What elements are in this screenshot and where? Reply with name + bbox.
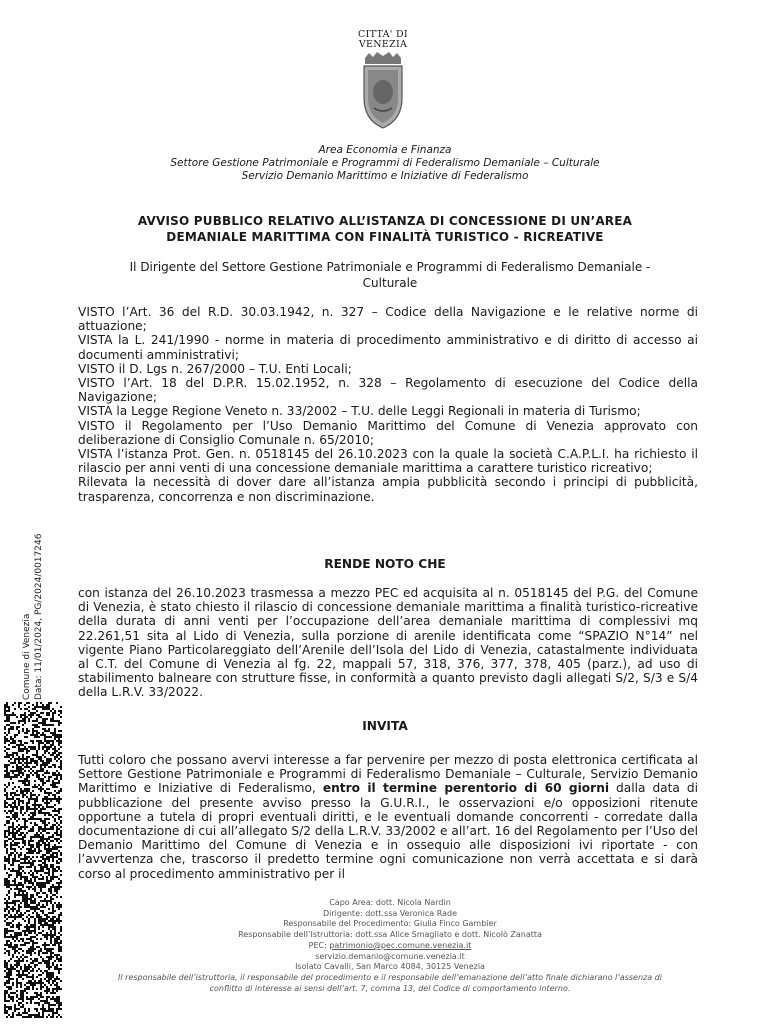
footer: [60, 898, 720, 994]
visto-item: VISTA l’istanza Prot. Gen. n. 0518145 del 26.10.2023 con la quale la società C.A.P.L.I. ha richiesto il rilascio per anni venti di una concessione demaniale marittima a carattere turistico ricreativo;: [78, 447, 698, 476]
title-line: AVVISO PUBBLICO RELATIVO ALL’ISTANZA DI CONCESSIONE DI UN’AREA: [137, 214, 633, 228]
document-subtitle: [100, 259, 680, 291]
visto-item: VISTO l’Art. 36 del R.D. 30.03.1942, n. 327 – Codice della Navigazione e le relative norme di attuazione;: [78, 305, 698, 334]
visti-section: [78, 305, 698, 504]
pec-email-link[interactable]: patrimonio@pec.comune.venezia.it: [329, 940, 472, 950]
protocol-stamp: [22, 533, 52, 700]
city-name-line2: VENEZIA: [358, 39, 408, 50]
visto-item: VISTA la L. 241/1990 - norme in materia di procedimento amministrativo e di diritto di accesso ai documenti amministrativi;: [78, 333, 698, 362]
footer-disclaimer: [60, 984, 720, 995]
invita-text: [78, 753, 698, 881]
datamatrix-barcode: [4, 702, 62, 1018]
visto-item: VISTA la Legge Regione Veneto n. 33/2002 – T.U. delle Leggi Regionali in materia di Turismo;: [78, 404, 641, 419]
invita-text-b: dalla data di pubblicazione del presente avviso presso la G.U.R.I., le osservazioni e/o opposizioni ritenute opportune a tutela di propri eventuali diritti, e le eventuali domande concorrenti - corredate dalla documentazione di cui all’allegato S/2 della L.R.V. 33/2002 e all’art. 16 del Regolamento per l’Uso del Demanio Marittimo del Comune di Venezia e in ossequio alle disposizioni ivi riportate - con l’avvertenza che, trascorso il predetto termine ogni comunicazione non verrà accettata e si darà corso al procedimento amministrativo per il: [78, 781, 698, 881]
disclaimer-line: conflitto di interesse ai sensi dell’art. 7, comma 13, del Codice di comportamento interno.: [209, 983, 571, 993]
footer-line: Responsabile del Procedimento: Giulia Finco Gambier: [283, 919, 497, 929]
footer-disclaimer: [60, 973, 720, 984]
rende-noto-heading: RENDE NOTO CHE: [324, 557, 446, 571]
city-name-line1: CITTA' DI: [358, 29, 408, 40]
footer-line: Responsabile dell’Istruttoria: dott.ssa Alice Smagliato e dott. Nicolò Zanatta: [238, 930, 542, 940]
footer-line: Isolato Cavalli, San Marco 4084, 30125 Venezia: [295, 962, 485, 972]
dept-line: Servizio Demanio Marittimo e Iniziative di Federalismo: [241, 170, 529, 182]
invita-deadline: entro il termine perentorio di 60 giorni: [322, 781, 610, 796]
disclaimer-line: Il responsabile dell’istruttoria, il responsabile del procedimento e il responsabile dell’emanazione dell’atto finale dichiarano l’assenza di: [118, 972, 662, 982]
dept-line: Area Economia e Finanza: [318, 144, 452, 156]
title-line: DEMANIALE MARITTIMA CON FINALITÀ TURISTICO - RICREATIVE: [166, 230, 604, 244]
footer-line: Dirigente: dott.ssa Veronica Rade: [322, 908, 458, 918]
subtitle-line: Il Dirigente del Settore Gestione Patrimoniale e Programmi di Federalismo Demaniale -: [129, 260, 651, 274]
dept-line: Settore Gestione Patrimoniale e Programmi di Federalismo Demaniale – Culturale: [170, 157, 600, 169]
department-header: [0, 144, 770, 183]
invita-heading: INVITA: [362, 719, 408, 733]
footer-line: [60, 941, 720, 952]
visto-item: VISTO l’Art. 18 del D.P.R. 15.02.1952, n. 328 – Regolamento di esecuzione del Codice della Navigazione;: [78, 376, 698, 405]
visto-item: VISTO il D. Lgs n. 267/2000 – T.U. Enti Locali;: [78, 361, 352, 376]
document-title: [120, 213, 650, 245]
invita-text-a: Tutti coloro che possano avervi interesse a far pervenire per mezzo di posta elettronica certificata al Settore Gestione Patrimoniale e Programmi di Federalismo Demaniale – Culturale, Servizio Demanio Marittimo e Iniziative di Federalismo,: [78, 753, 698, 796]
invita-paragraph: [78, 753, 698, 881]
rende-noto-text: con istanza del 26.10.2023 trasmessa a mezzo PEC ed acquisita al n. 0518145 del P.G. del Comune di Venezia, è stato chiesto il rilascio di concessione demaniale marittima a finalità turistico-ricreative della durata di anni venti per l’occupazione dell’area demaniale marittima di complessivi mq 22.261,51 sita al Lido di Venezia, sulla porzione di arenile identificata come “SPAZIO N°14” nel vigente Piano Particolareggiato dell’Arenile dell’Isola del Lido di Venezia, catastalmente individuata al C.T. del Comune di Venezia al fg. 22, mappali 57, 318, 376, 377, 378, 405 (parz.), ad uso di stabilimento balneare con strutture fisse, in conformità a quanto previsto dagli allegati S/2, S/3 e S/4 della L.R.V. 33/2022.: [78, 586, 698, 700]
subtitle-line: Culturale: [362, 276, 418, 290]
stamp-line: Data: 11/01/2024, PG/2024/0017246: [34, 533, 44, 700]
rende-noto-paragraph: [78, 586, 698, 700]
stamp-line: Comune di Venezia: [22, 613, 32, 700]
coat-of-arms-icon: [360, 52, 406, 130]
footer-line: Capo Area: dott. Nicola Nardin: [329, 898, 451, 907]
visto-item: VISTO il Regolamento per l’Uso Demanio Marittimo del Comune di Venezia approvato con deliberazione di Consiglio Comunale n. 65/2010;: [78, 418, 698, 447]
footer-line: servizio.demanio@comune.venezia.it: [315, 951, 465, 961]
pec-label: PEC:: [308, 940, 330, 950]
city-logo: [352, 30, 414, 130]
visto-item: Rilevata la necessità di dover dare all’istanza ampia pubblicità secondo i principi di pubblicità, trasparenza, concorrenza e non discriminazione.: [78, 475, 698, 504]
